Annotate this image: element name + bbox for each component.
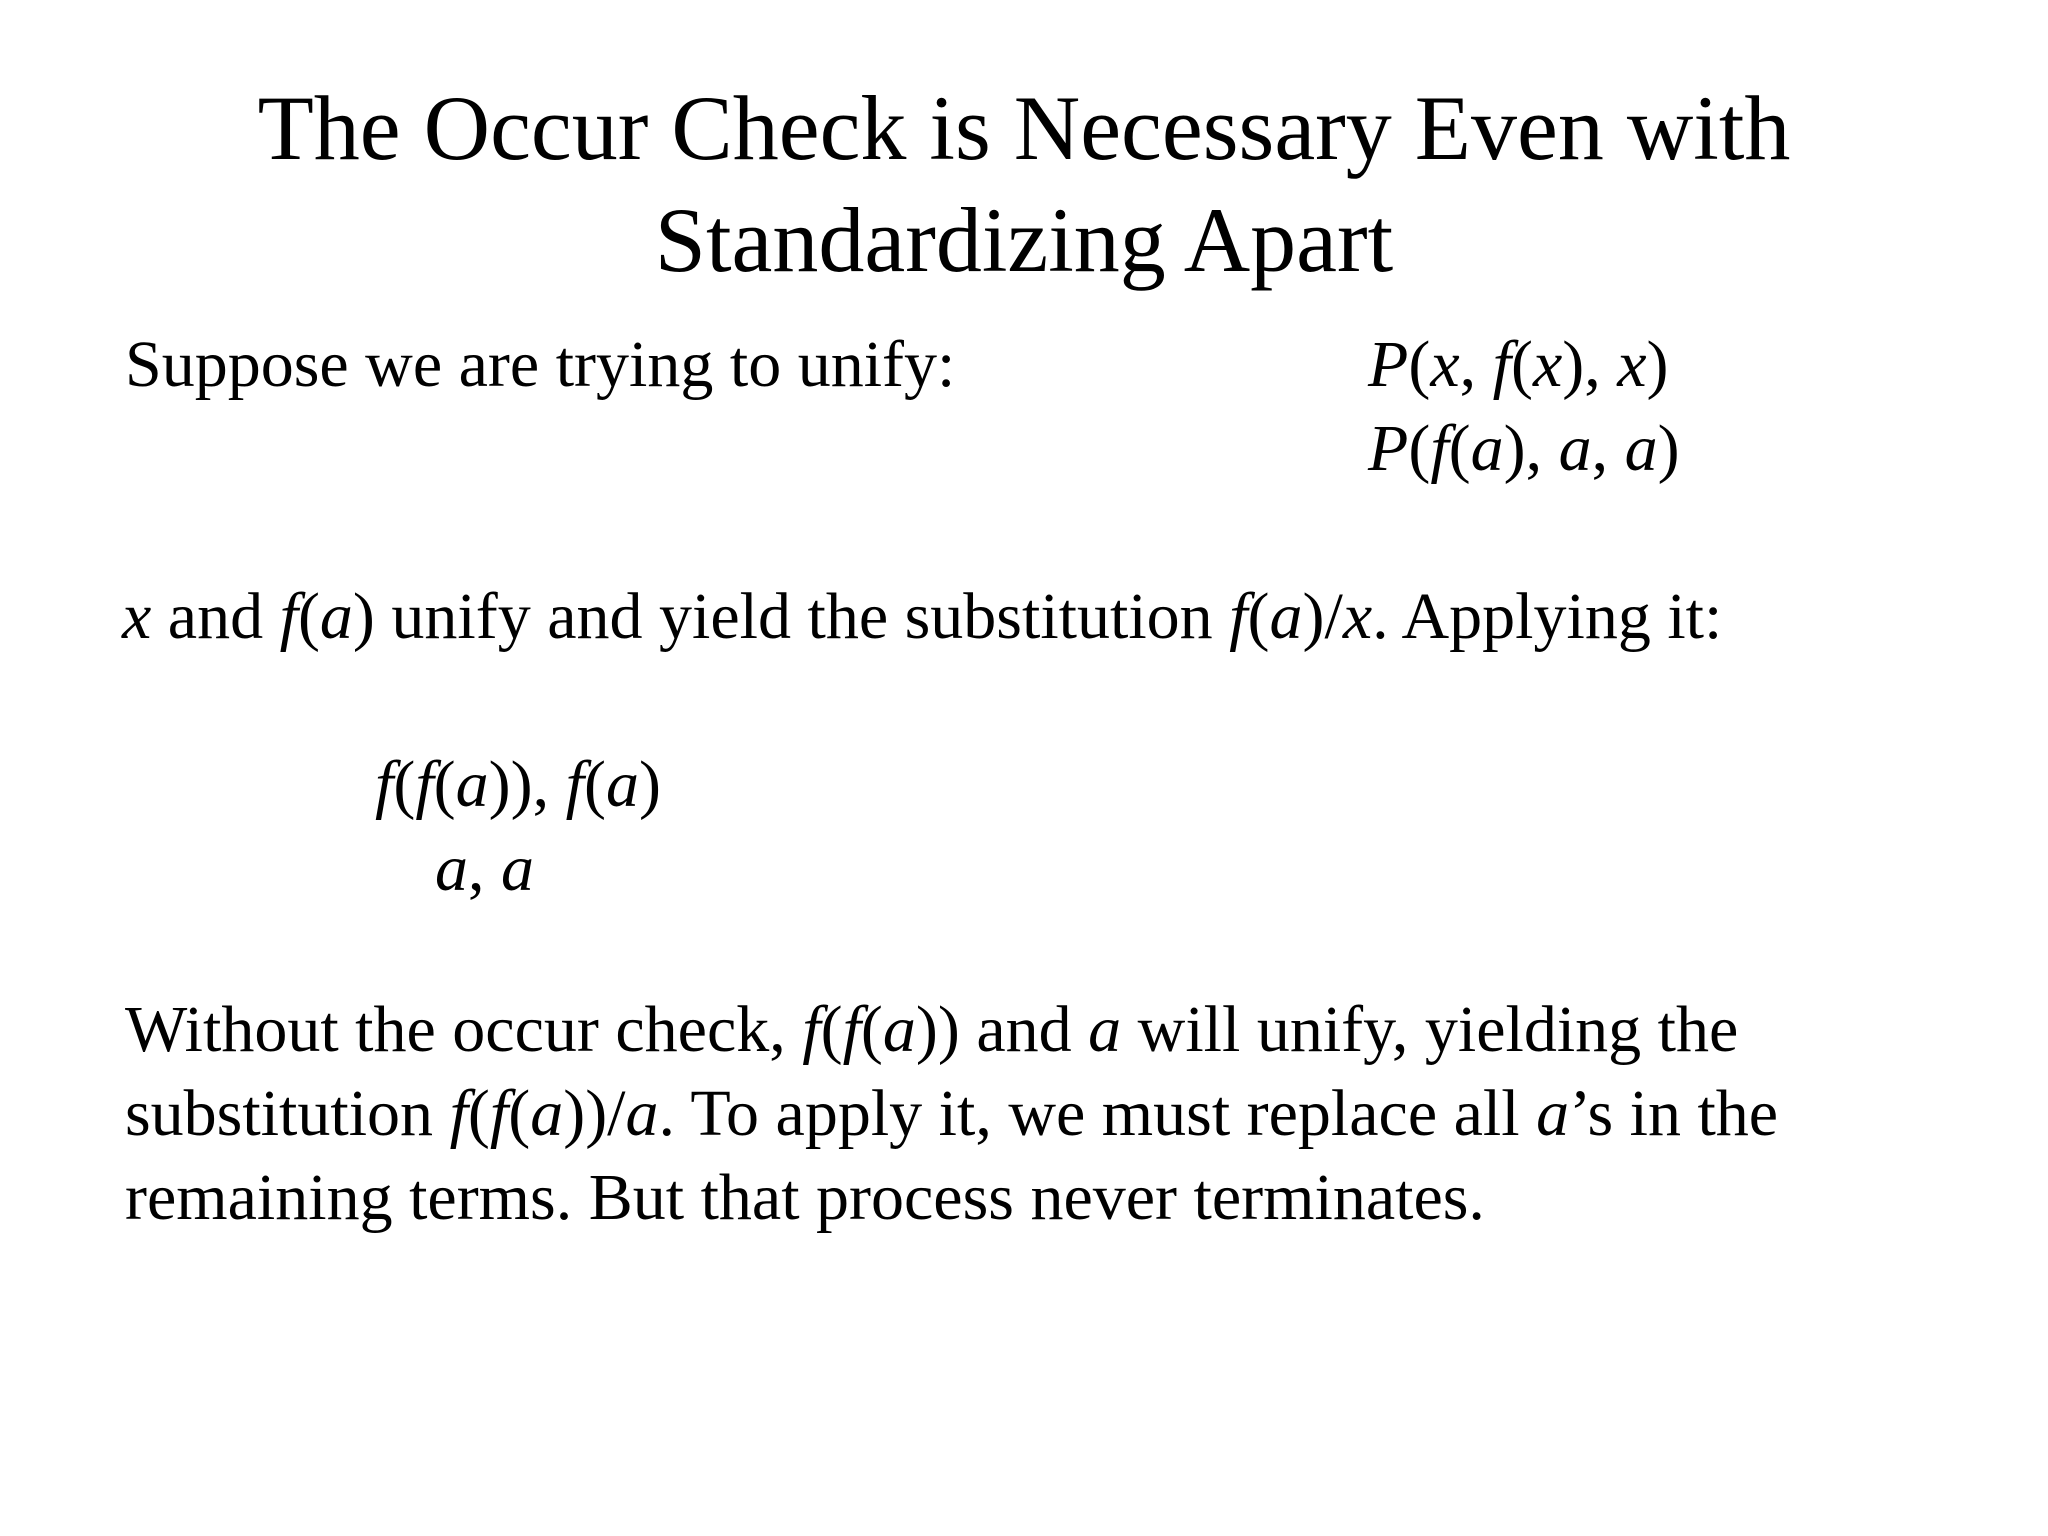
c1-a1: a [882,993,916,1066]
row1-a2: a [605,748,639,821]
expression-1: P(x, f(x), x) [1368,328,1669,401]
expr1-name: P [1368,328,1409,401]
step-sub-f: f [1229,580,1248,653]
c2-a3: a [1536,1077,1570,1150]
expr1-arg1: x [1430,328,1460,401]
conclusion-line-3: remaining terms. But that process never terminates. [125,1161,1485,1234]
c1-c: will unify, yielding the [1121,993,1739,1066]
expr2-fname: f [1430,412,1449,485]
c1-b: )) and [915,993,1089,1066]
c2-f2: f [489,1077,509,1150]
row2-a2: a [501,832,534,905]
applied-row-1: f(f(a)), f(a) [375,748,661,821]
c2-f1: f [449,1077,468,1150]
row2-a1: a [435,832,468,905]
expr1-farg: x [1532,328,1563,401]
step-f: f [279,580,298,653]
expr2-name: P [1368,412,1409,485]
title-line-2: Standardizing Apart [654,189,1394,291]
c2-a: substitution [125,1077,450,1150]
row1-a1: a [455,748,489,821]
step-sub-x: x [1342,580,1373,653]
conclusion-line-2: substitution f(f(a))/a. To apply it, we must replace all a’s in the [125,1077,1779,1150]
c1-f2: f [842,993,861,1066]
step-a: a [319,580,353,653]
expr1-fname: f [1492,328,1511,401]
c2-c: . To apply it, we must replace all [658,1077,1537,1150]
c1-a: Without the occur check, [125,993,803,1066]
c1-f1: f [802,993,821,1066]
slide-title [0,72,2048,296]
c2-a1: a [530,1077,564,1150]
c2-d: ’s in the [1569,1077,1779,1150]
row1-f-outer: f [375,748,394,821]
intro-text: Suppose we are trying to unify: [125,328,956,401]
step-end: . Applying it: [1372,580,1723,653]
conclusion-line-1: Without the occur check, f(f(a)) and a will unify, yielding the [125,993,1739,1066]
row1-f-inner: f [415,748,434,821]
applied-row-2: a, a [435,832,534,905]
expr2-arg3: a [1624,412,1658,485]
step-var-x: x [122,580,152,653]
row1-f2: f [565,748,584,821]
c1-a2: a [1088,993,1122,1066]
c2-a2: a [625,1077,659,1150]
expr2-farg: a [1470,412,1504,485]
step-mid: unify and yield the substitution [374,580,1230,653]
unify-step-text: x and f(a) unify and yield the substitution f(a)/x. Applying it: [122,580,1723,653]
title-line-1: The Occur Check is Necessary Even with [257,77,1791,179]
step-and: and [151,580,280,653]
expr2-arg2: a [1558,412,1592,485]
conclusion-paragraph [125,988,1925,1240]
c2-b: ))/ [563,1077,626,1150]
step-sub-a: a [1269,580,1303,653]
expression-2: P(f(a), a, a) [1368,412,1680,485]
expr1-arg3: x [1617,328,1647,401]
